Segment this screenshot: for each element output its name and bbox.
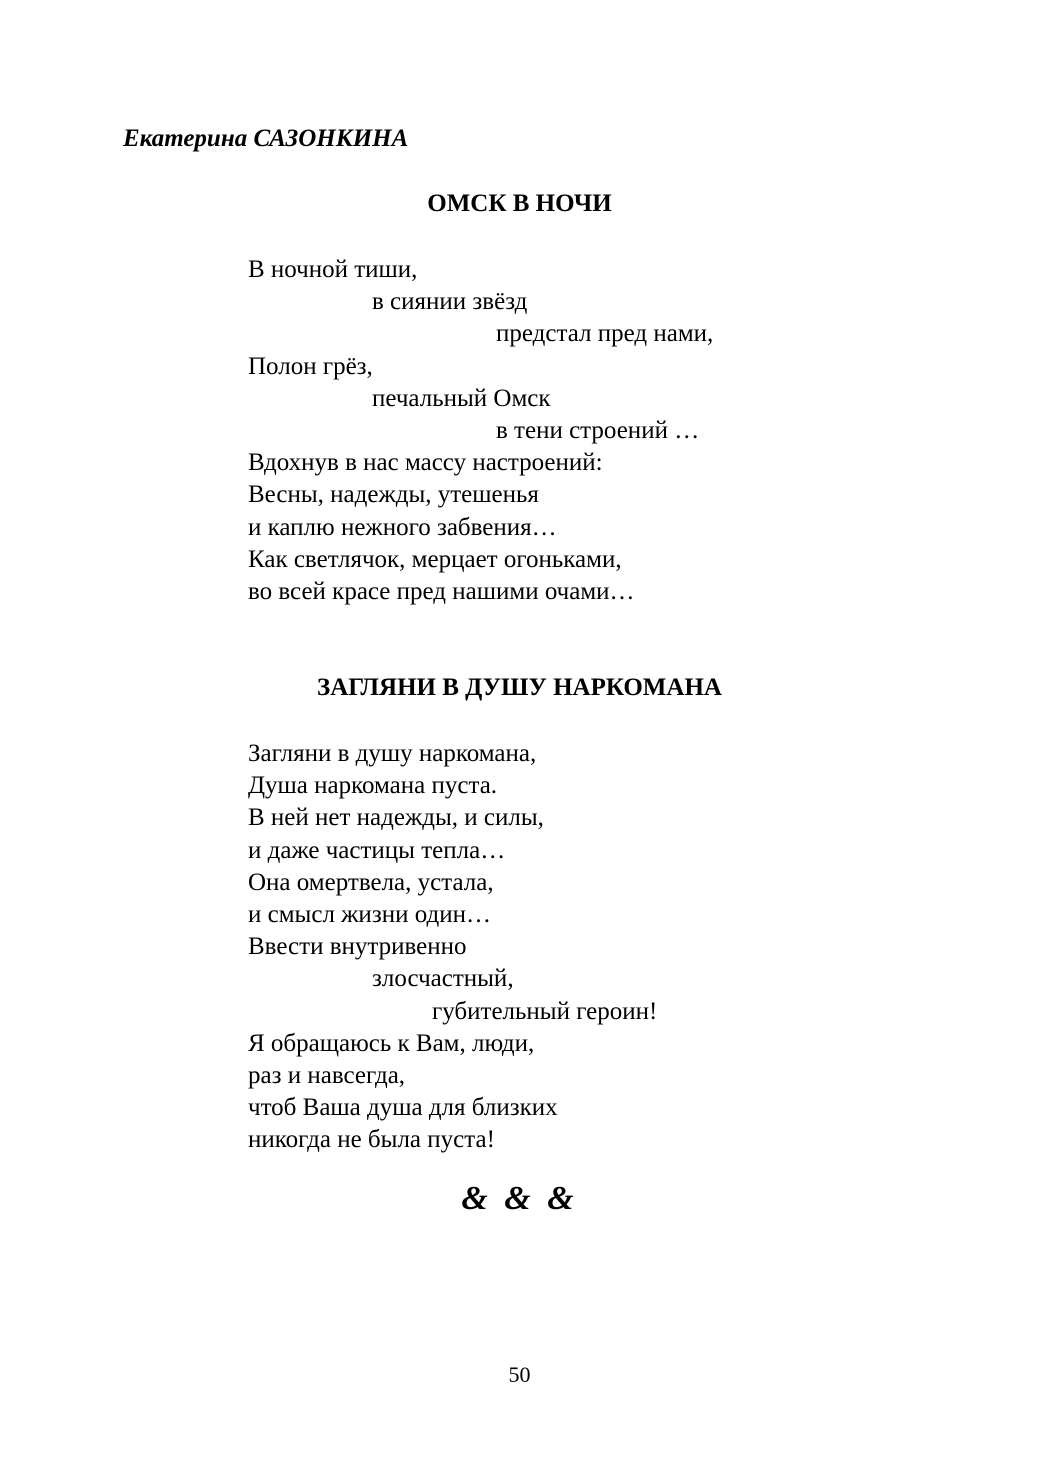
poem-line: Весны, надежды, утешенья (248, 481, 539, 509)
page-number: 50 (508, 1362, 531, 1387)
poem-body (248, 738, 657, 1156)
poem-line: раз и навсегда, (248, 1061, 406, 1089)
poem-body (248, 254, 713, 608)
poem-line: в тени строений … (496, 416, 700, 444)
poem-title: ЗАГЛЯНИ В ДУШУ НАРКОМАНА (317, 674, 722, 701)
poem-title: ОМСК В НОЧИ (427, 190, 612, 217)
poem-line: Я обращаюсь к Вам, люди, (248, 1029, 535, 1057)
poem-line: Душа наркомана пуста. (248, 772, 498, 800)
poem-line: и смысл жизни один… (248, 900, 491, 928)
poem-line: чтоб Ваша душа для близких (248, 1094, 558, 1122)
poem-line: во всей красе пред нашими очами… (248, 577, 635, 605)
poem-line: печальный Омск (372, 384, 551, 412)
poem-line: злосчастный, (372, 965, 514, 993)
poem-line: и каплю нежного забвения… (248, 513, 557, 541)
poem-line: и даже частицы тепла… (248, 836, 506, 864)
poem-line: Она омертвела, устала, (248, 868, 494, 896)
poem-line: Полон грёз, (248, 352, 373, 380)
poem-line: В ней нет надежды, и силы, (248, 804, 544, 832)
section-ornament: & & & (461, 1180, 578, 1217)
poem-line: Вдохнув в нас массу настроений: (248, 449, 603, 477)
poem-line: губительный героин! (432, 997, 658, 1025)
poem-line: никогда не была пуста! (248, 1126, 495, 1154)
poem-line: предстал пред нами, (496, 320, 714, 348)
poem-line: в сиянии звёзд (372, 288, 528, 316)
poem-line: Как светлячок, мерцает огоньками, (248, 545, 622, 573)
poem-line: В ночной тиши, (248, 256, 418, 283)
author-name: Екатерина САЗОНКИНА (123, 125, 409, 152)
poem-line: Загляни в душу наркомана, (248, 740, 537, 767)
poem-line: Ввести внутривенно (248, 933, 467, 961)
